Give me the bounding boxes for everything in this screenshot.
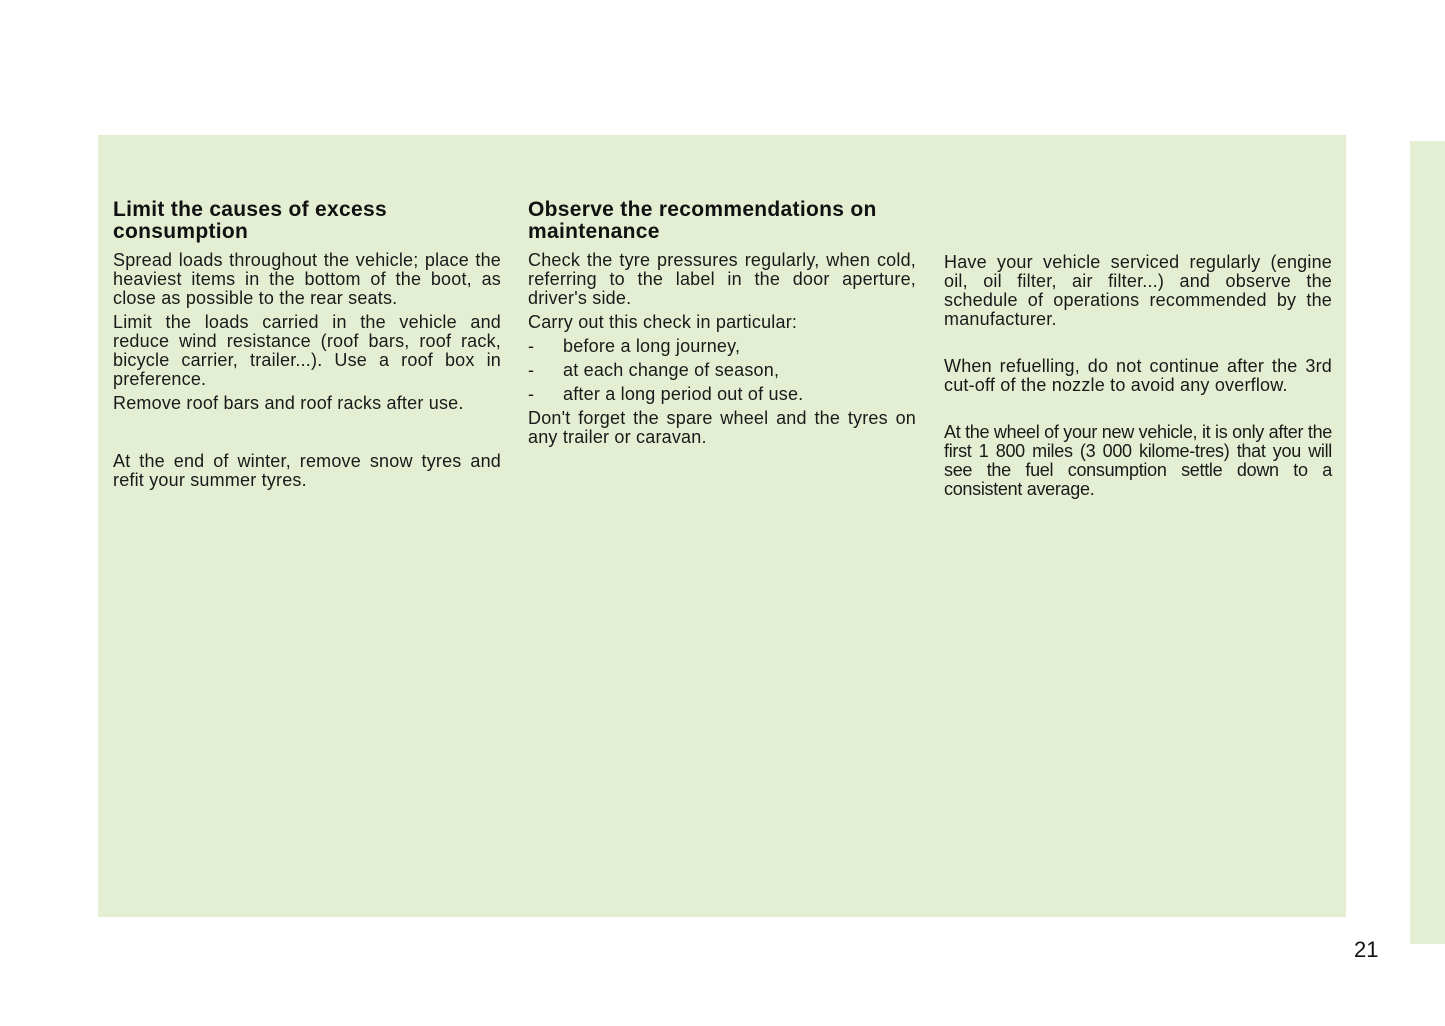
column-servicing	[944, 253, 1332, 527]
list-item: - before a long journey,	[528, 337, 916, 356]
page-number: 21	[1354, 937, 1379, 962]
paragraph-spread-loads: Spread loads throughout the vehicle; place the heaviest items in the bottom of the boot, as close as possible to the rear seats.	[113, 250, 501, 308]
paragraph-remove-roof-bars: Remove roof bars and roof racks after use.	[113, 393, 464, 413]
column-excess-consumption	[113, 199, 501, 495]
paragraph-limit-loads: Limit the loads carried in the vehicle and reduce wind resistance (roof bars, roof rack, bicycle carrier, trailer...). Use a roof box in preference.	[113, 312, 501, 389]
list-item: - after a long period out of use.	[528, 385, 916, 404]
paragraph-refuelling: When refuelling, do not continue after the 3rd cut-off of the nozzle to avoid any overflow.	[944, 356, 1332, 395]
heading-maintenance: Observe the recommendations on maintenance	[528, 198, 877, 243]
paragraph-servicing: Have your vehicle serviced regularly (engine oil, oil filter, air filter...) and observe the schedule of operations recommended by the manufacturer.	[944, 252, 1332, 329]
paragraph-new-vehicle: At the wheel of your new vehicle, it is only after the first 1 800 miles (3 000 kilome-tres) that you will see the fuel consumption settle down to a consistent average.	[944, 422, 1333, 499]
paragraph-winter-tyres: At the end of winter, remove snow tyres and refit your summer tyres.	[113, 451, 501, 490]
spacer	[113, 418, 501, 452]
column-maintenance	[528, 199, 916, 452]
heading-excess-consumption: Limit the causes of excess consumption	[113, 198, 387, 243]
side-tab	[1410, 141, 1445, 944]
check-list	[528, 337, 916, 404]
list-item: - at each change of season,	[528, 361, 916, 380]
paragraph-spare-wheel: Don't forget the spare wheel and the tyres on any trailer or caravan.	[528, 408, 916, 447]
paragraph-tyre-pressures: Check the tyre pressures regularly, when cold, referring to the label in the door aperture, driver's side.	[528, 250, 916, 308]
paragraph-check-particular: Carry out this check in particular:	[528, 312, 798, 332]
